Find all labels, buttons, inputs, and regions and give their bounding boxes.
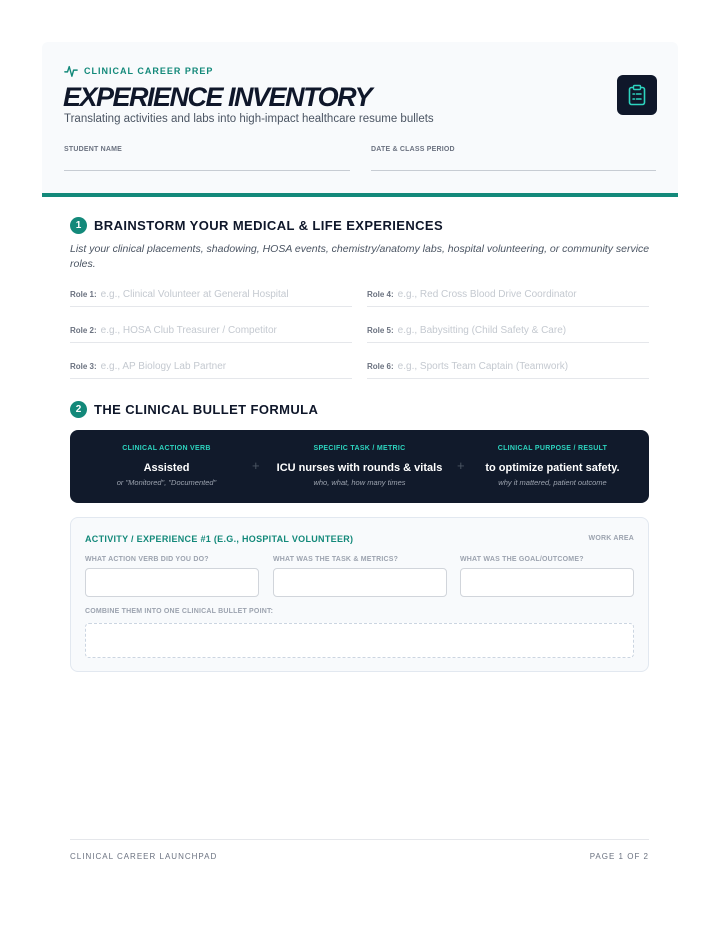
formula-task-metric — [263, 430, 456, 503]
combined-bullet-input[interactable] — [85, 623, 634, 658]
role-field-2 — [70, 319, 352, 343]
goal-outcome-input[interactable] — [460, 568, 634, 597]
section-1-title: BRAINSTORM YOUR MEDICAL & LIFE EXPERIENCES — [94, 218, 444, 233]
page-subtitle: Translating activities and labs into high-impact healthcare resume bullets — [64, 113, 434, 125]
formula-hint: why it mattered, patient outcome — [498, 478, 607, 487]
action-verb-input[interactable] — [85, 568, 259, 597]
role-label: Role 3: — [70, 362, 97, 371]
student-name-line[interactable] — [64, 170, 350, 171]
role-label: Role 4: — [367, 290, 394, 299]
date-class-label: DATE & CLASS PERIOD — [371, 146, 455, 153]
date-class-line[interactable] — [371, 170, 656, 171]
role-field-3 — [70, 355, 352, 379]
worksheet-page — [42, 42, 678, 892]
role-input[interactable] — [398, 361, 638, 372]
goal-outcome-question: WHAT WAS THE GOAL/OUTCOME? — [460, 556, 584, 563]
heartbeat-icon — [64, 64, 78, 78]
role-input[interactable] — [101, 361, 341, 372]
student-name-label: STUDENT NAME — [64, 146, 123, 153]
role-field-4 — [367, 283, 649, 307]
role-input[interactable] — [398, 325, 638, 336]
formula-hint: or "Monitored", "Documented" — [116, 478, 217, 487]
section-2-number: 2 — [70, 401, 87, 418]
formula-action-verb — [70, 430, 263, 503]
section-1-description: List your clinical placements, shadowing, HOSA events, chemistry/anatomy labs, hospital volunteering, or community service roles. — [70, 243, 650, 270]
role-input[interactable] — [101, 325, 341, 336]
plus-sign: + — [457, 458, 465, 473]
formula-label: SPECIFIC TASK / METRIC — [313, 445, 406, 452]
formula-label: CLINICAL PURPOSE / RESULT — [497, 445, 608, 452]
action-verb-question: WHAT ACTION VERB DID YOU DO? — [85, 556, 209, 563]
combine-bullet-label: COMBINE THEM INTO ONE CLINICAL BULLET POINT: — [85, 608, 274, 615]
header — [42, 42, 678, 197]
role-field-1 — [70, 283, 352, 307]
work-area-tag: WORK AREA — [588, 535, 634, 542]
formula-example: to optimize patient safety. — [485, 462, 620, 474]
formula-example: Assisted — [143, 462, 190, 474]
role-input[interactable] — [101, 289, 341, 300]
role-label: Role 6: — [367, 362, 394, 371]
page-number: PAGE 1 OF 2 — [589, 852, 649, 861]
role-field-5 — [367, 319, 649, 343]
clipboard-badge — [617, 75, 657, 115]
plus-sign: + — [252, 458, 260, 473]
work-area-title: ACTIVITY / EXPERIENCE #1 (E.G., HOSPITAL VOLUNTEER) — [85, 534, 354, 544]
bullet-formula-box — [70, 430, 649, 503]
footer-divider — [70, 839, 649, 840]
role-input[interactable] — [398, 289, 638, 300]
role-label: Role 5: — [367, 326, 394, 335]
section-1-heading — [70, 217, 443, 234]
page-title: EXPERIENCE INVENTORY — [63, 82, 372, 112]
section-1-number: 1 — [70, 217, 87, 234]
formula-purpose-result — [456, 430, 649, 503]
role-field-6 — [367, 355, 649, 379]
formula-example: ICU nurses with rounds & vitals — [276, 462, 443, 474]
role-label: Role 1: — [70, 290, 97, 299]
formula-hint: who, what, how many times — [313, 478, 406, 487]
clipboard-list-icon — [627, 84, 647, 106]
section-2-title: THE CLINICAL BULLET FORMULA — [94, 402, 319, 417]
footer-brand: CLINICAL CAREER LAUNCHPAD — [70, 852, 218, 861]
task-metric-input[interactable] — [273, 568, 447, 597]
formula-label: CLINICAL ACTION VERB — [122, 445, 211, 452]
header-accent-bar — [42, 193, 678, 197]
section-2-heading — [70, 401, 318, 418]
task-metric-question: WHAT WAS THE TASK & METRICS? — [273, 556, 399, 563]
work-area-card — [70, 517, 649, 672]
brand — [64, 64, 213, 78]
brand-text: CLINICAL CAREER PREP — [84, 66, 214, 76]
role-label: Role 2: — [70, 326, 97, 335]
